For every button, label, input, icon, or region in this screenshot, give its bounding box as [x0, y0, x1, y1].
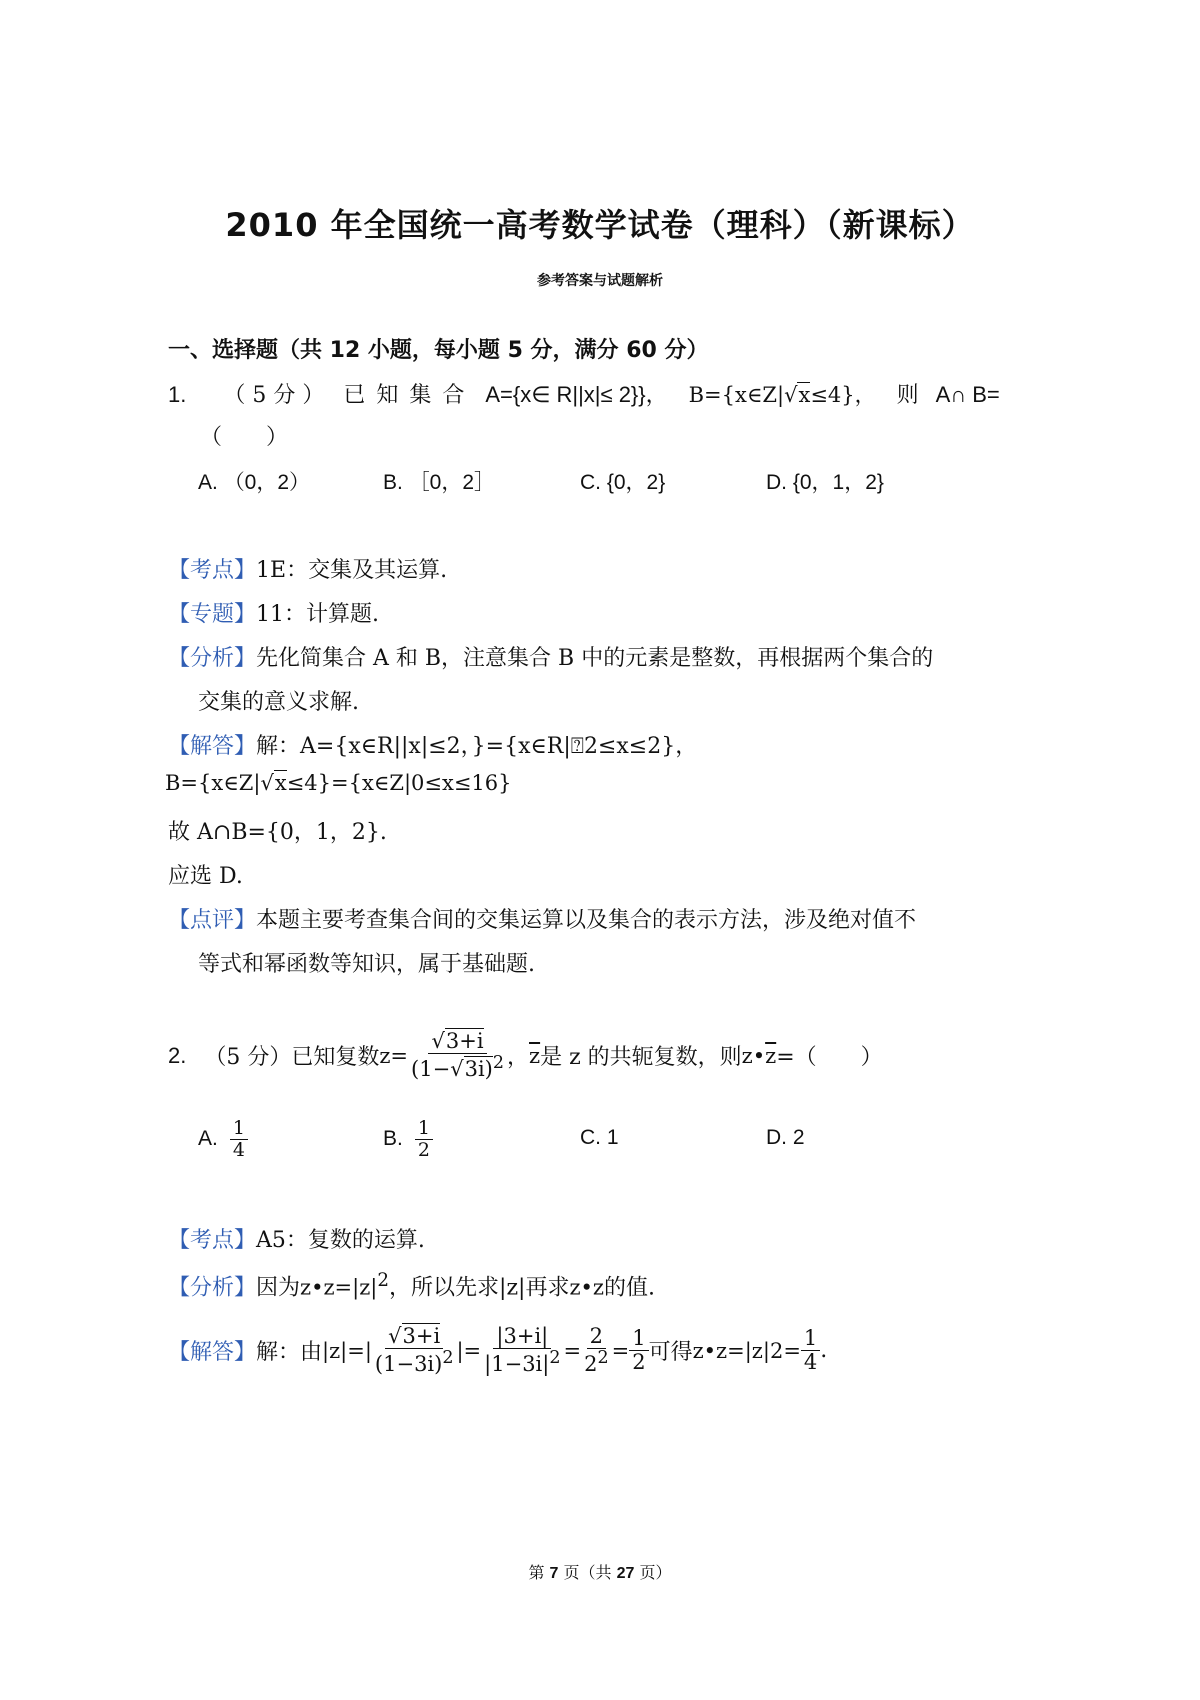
kaodian-line: 【考点】1E：交集及其运算. [168, 558, 448, 583]
jieda-line-2: B={x∈Z|√x≤4}={x∈Z|0≤x≤16} [165, 771, 512, 795]
question-number: 1. [168, 382, 187, 407]
option-d: D. 2 [766, 1126, 805, 1149]
page-subtitle: 参考答案与试题解析 [537, 273, 663, 289]
option-c: C. 1 [580, 1126, 619, 1149]
option-b: B. ［0，2］ [383, 471, 496, 494]
page-total: 27 [616, 1565, 635, 1582]
answer-blank: （ ） [200, 425, 289, 450]
zhuanti-line: 【专题】11：计算题. [168, 602, 380, 627]
question-text: 已 知 集 合 [343, 383, 467, 408]
page-number: 7 [549, 1565, 559, 1582]
question-number: 2. [168, 1042, 187, 1068]
dianping-line-2: 等式和幂函数等知识，属于基础题. [198, 952, 535, 977]
kaodian-line: 【考点】A5：复数的运算. [168, 1228, 425, 1253]
question-score: （ 5 分 ） [223, 383, 325, 408]
option-d: D. {0，1，2} [766, 471, 884, 494]
question-1-stem [168, 378, 1000, 409]
jieda-line-3: 故 A∩B={0，1，2}. [168, 820, 387, 845]
complex-fraction: $\frac{√3+i}{(1-√3i)^2}$ [411, 1029, 504, 1082]
fenxi-line-2: 交集的意义求解. [198, 690, 359, 715]
section-heading: 一、选择题（共 12 小题，每小题 5 分，满分 60 分） [168, 338, 709, 363]
page-title: 2010 年全国统一高考数学试卷（理科）（新课标） [225, 206, 975, 244]
dianping-line: 【点评】本题主要考查集合间的交集运算以及集合的表示方法，涉及绝对值不 [168, 908, 917, 933]
z-conjugate: $\overline{z}$ [529, 1043, 541, 1068]
question-then: 则 [896, 383, 919, 408]
option-a: A. （0，2） [198, 471, 311, 494]
z-times-conj: $z•\overline{z}$ [741, 1043, 777, 1068]
option-b: B. $\frac{1}{2}$ [383, 1118, 433, 1161]
jieda-line: 【解答】解：A={x∈R||x|≤2，}={x∈R|⍰2≤x≤2}， [168, 734, 698, 759]
option-a: A. $\frac{1}{4}$ [198, 1118, 248, 1161]
question-ask: A∩ B= [935, 382, 1000, 407]
z-equals: z= [379, 1043, 409, 1068]
set-a: A={x∈ R||x|≤ 2}}， [485, 382, 668, 407]
question-score: （5 分）已知复数 [204, 1045, 380, 1071]
option-c: C. {0，2} [580, 471, 666, 494]
fenxi-line: 【分析】先化简集合 A 和 B，注意集合 B 中的元素是整数，再根据两个集合的 [168, 646, 934, 671]
question-2-stem: 2. （5 分）已知复数 z= $\frac{√3+i}{(1-√3i)^2}$ ， $\overline{z}$ 是 z 的共轭复数，则 $z•\overline{z}$ =（ ） [168, 1029, 883, 1082]
fenxi-line: 【分析】因为$z•z=|z|^2$，所以先求|z|再求z•z的值. [168, 1270, 655, 1301]
set-b: B={x∈Z|√x≤4}， [688, 383, 876, 407]
jieda-line: 【解答】 解：由 |z|=| $\frac{√3+i}{(1-3i)^2}$ |= $\frac{|3+i|}{|1-3i|^2}$ = $\frac{2}{2^2}$ = $\frac{1}{2}$ 可得 z•z=|z| 2 = $\frac{1}{4}$ . [168, 1324, 828, 1377]
jieda-line-4: 应选 D. [168, 864, 243, 889]
page-footer: 第 7 页（共 27 页） [528, 1563, 672, 1582]
